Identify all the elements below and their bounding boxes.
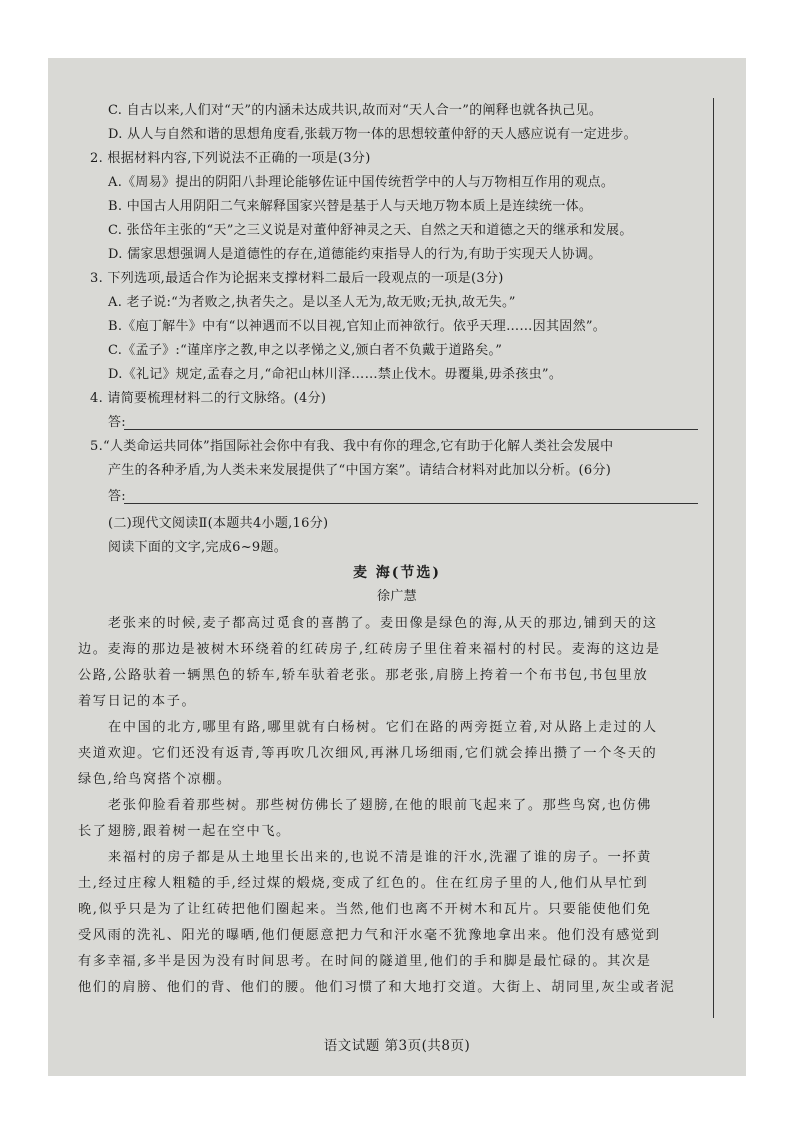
- q3-option-a: A. 老子说:“为者败之,执者失之。是以圣人无为,故无败;无执,故无失。”: [108, 295, 516, 310]
- q3-stem: 3. 下列选项,最适合作为论据来支撑材料二最后一段观点的一项是(3分): [90, 271, 504, 286]
- article-line: 在中国的北方,哪里有路,哪里就有白杨树。它们在路的两旁挺立着,对从路上走过的人: [108, 720, 658, 735]
- page-footer: 语文试题 第3页(共8页): [323, 1038, 471, 1054]
- q4-answer-label: 答:: [108, 415, 126, 430]
- q1-option-c: C. 自古以来,人们对“天”的内涵未达成共识,故而对“天人合一”的阐释也就各执己见。: [108, 103, 603, 118]
- article-line: 着写日记的本子。: [78, 694, 197, 709]
- article-line: 土,经过庄稼人粗糙的手,经过煤的煅烧,变成了红色的。住在红房子里的人,他们从早忙到: [78, 876, 649, 891]
- q4-answer-line[interactable]: [124, 429, 698, 430]
- article-line: 长了翅膀,跟着树一起在空中飞。: [78, 824, 291, 839]
- article-line: 他们的肩膀、他们的背、他们的腰。他们习惯了和大地打交道。大街上、胡同里,灰尘或者泥: [78, 980, 676, 995]
- article-line: 有多幸福,多半是因为没有时间思考。在时间的隧道里,他们的手和脚是最忙碌的。其次是: [78, 954, 652, 969]
- q4-stem: 4. 请简要梳理材料二的行文脉络。(4分): [90, 391, 327, 406]
- section-heading: (二)现代文阅读Ⅱ(本题共4小题,16分): [108, 516, 329, 531]
- article-title: 麦 海(节选): [352, 565, 442, 581]
- article-line: 来福村的房子都是从土地里长出来的,也说不清是谁的汗水,洗濯了谁的房子。一抔黄: [108, 850, 652, 865]
- q1-option-d: D. 从人与自然和谐的思想角度看,张载万物一体的思想较董仲舒的天人感应说有一定进步。: [108, 127, 637, 142]
- q5-answer-line[interactable]: [124, 503, 698, 504]
- q3-option-d: D.《礼记》规定,孟春之月,“命祀山林川泽……禁止伐木。毋覆巢,毋杀孩虫”。: [108, 367, 563, 382]
- margin-rule: [713, 98, 714, 1018]
- q2-option-c: C. 张岱年主张的“天”之三义说是对董仲舒神灵之天、自然之天和道德之天的继承和发展。: [108, 223, 633, 238]
- q3-option-c: C.《孟子》:“谨庠序之教,申之以孝悌之义,颁白者不负戴于道路矣。”: [108, 343, 503, 358]
- article-line: 绿色,给鸟窝搭个凉棚。: [78, 772, 232, 787]
- q5-stem-line1: 5.“人类命运共同体”指国际社会你中有我、我中有你的理念,它有助于化解人类社会发展中: [90, 439, 614, 454]
- article-line: 老张仰脸看着那些树。那些树仿佛长了翅膀,在他的眼前飞起来了。那些鸟窝,也仿佛: [108, 798, 652, 813]
- article-line: 老张来的时候,麦子都高过觅食的喜鹊了。麦田像是绿色的海,从天的那边,铺到天的这: [108, 616, 658, 631]
- section-instruction: 阅读下面的文字,完成6~9题。: [108, 540, 288, 555]
- article-line: 公路,公路驮着一辆黑色的轿车,轿车驮着老张。那老张,肩膀上挎着一个布书包,书包里放: [78, 668, 649, 683]
- exam-page-photo: [48, 58, 746, 1076]
- article-line: 夹道欢迎。它们还没有返青,等再吹几次细风,再淋几场细雨,它们就会捧出攒了一个冬天的: [78, 746, 658, 761]
- q2-stem: 2. 根据材料内容,下列说法不正确的一项是(3分): [90, 151, 371, 166]
- article-line: 受风雨的洗礼、阳光的曝晒,他们便愿意把力气和汗水毫不犹豫地拿出来。他们没有感觉到: [78, 928, 661, 943]
- article-line: 晚,似乎只是为了让红砖把他们圈起来。当然,他们也离不开树木和瓦片。只要能使他们免: [78, 902, 652, 917]
- q2-option-d: D. 儒家思想强调人是道德性的存在,道德能约束指导人的行为,有助于实现天人协调。: [108, 247, 602, 262]
- q2-option-a: A.《周易》提出的阴阳八卦理论能够佐证中国传统哲学中的人与万物相互作用的观点。: [108, 175, 615, 190]
- q5-answer-label: 答:: [108, 489, 126, 504]
- q5-stem-line2: 产生的各种矛盾,为人类未来发展提供了“中国方案”。请结合材料对此加以分析。(6分): [108, 463, 612, 478]
- q3-option-b: B.《庖丁解牛》中有“以神遇而不以目视,官知止而神欲行。依乎天理……因其固然”。: [108, 319, 607, 334]
- article-line: 边。麦海的那边是被树木环绕着的红砖房子,红砖房子里住着来福村的村民。麦海的这边是: [78, 642, 661, 657]
- article-author: 徐广慧: [377, 589, 417, 604]
- q2-option-b: B. 中国古人用阴阳二气来解释国家兴替是基于人与天地万物本质上是连续统一体。: [108, 199, 593, 214]
